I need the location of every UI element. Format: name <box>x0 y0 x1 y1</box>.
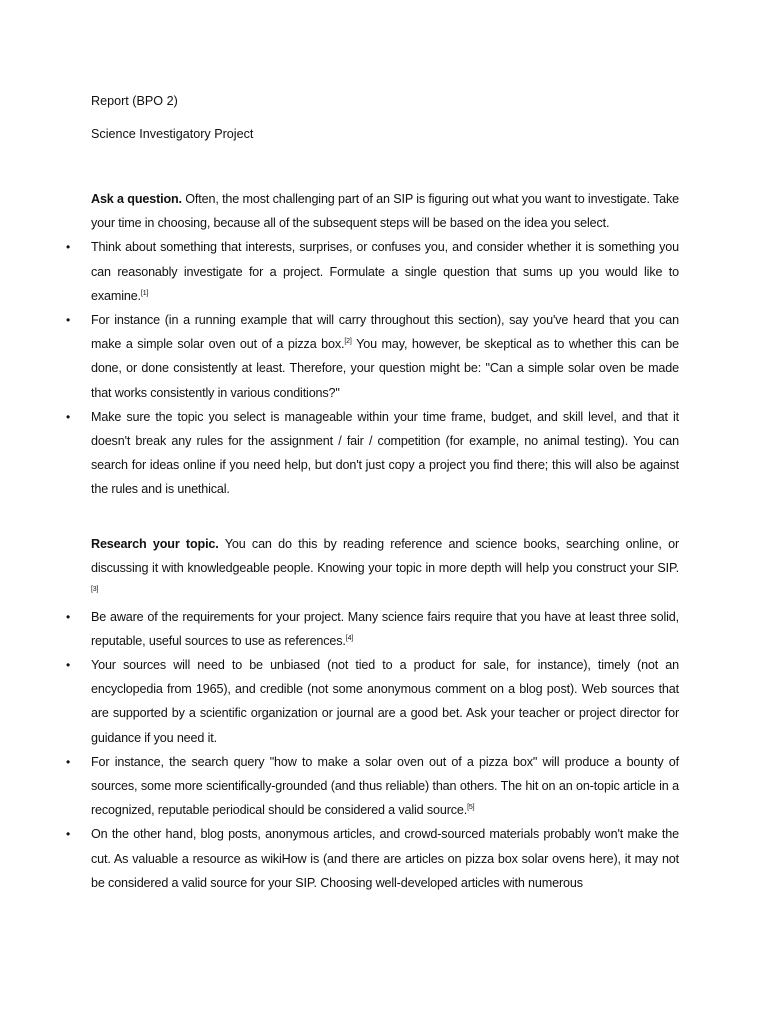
bullet-icon: • <box>66 240 71 255</box>
list-item <box>66 235 679 308</box>
section-intro <box>91 187 679 235</box>
bullet-icon: • <box>66 609 71 624</box>
list-item-text: Make sure the topic you select is manageable within your time frame, budget, and skill level, and that it doesn't break any rules for the assignment / fair / competition (for example, no animal testing). You can search for ideas online if you need help, but don't just copy a project you find there; this will also be against the rules and is unethical. <box>91 409 679 497</box>
list-item-text: Be aware of the requirements for your project. Many science fairs require that you have at least three solid, reputable, useful sources to use as references. <box>91 609 679 648</box>
list-item-text-after: You may, however, be skeptical as to whether this can be done, or done consistently at least. Therefore, your question might be: "Can a simple solar oven be made that works consistently in various conditions?" <box>91 337 680 400</box>
section-intro <box>91 532 679 605</box>
list-item-text: Your sources will need to be unbiased (not tied to a product for sale, for instance), timely (not an encyclopedia from 1965), and credible (not some anonymous comment on a blog post). Web sources that are supported by a scientific organization or journal are a good bet. Ask your teacher or project director for guidance if you need it. <box>91 658 679 745</box>
reference-link[interactable]: [4] <box>345 634 354 642</box>
reference-link[interactable]: [5] <box>467 804 475 812</box>
bullet-icon: • <box>66 658 71 673</box>
list-item-text: For instance (in a running example that will carry throughout this section), say you've heard that you can make a simple solar oven out of a pizza box. <box>91 313 679 352</box>
list-item <box>66 750 679 823</box>
document-subtitle: Science Investigatory Project <box>91 127 254 141</box>
list-item <box>66 405 679 502</box>
bullet-icon: • <box>66 754 71 769</box>
list-item <box>66 605 679 653</box>
bullet-icon: • <box>66 409 71 424</box>
list-item-text: On the other hand, blog posts, anonymous articles, and crowd-sourced materials probably won't make the cut. As valuable a resource as wikiHow is (and there are articles on pizza box solar ovens here), it may not be considered a valid source for your SIP. Choosing well-developed articles with numerous <box>91 827 679 890</box>
bullet-icon: • <box>66 313 71 328</box>
section-intro-text: You can do this by reading reference and science books, searching online, or discussing it with knowledgeable people. Knowing your topic in more depth will help you construct your SIP. <box>91 537 679 576</box>
list-item <box>66 308 680 405</box>
list-item <box>66 822 679 895</box>
bullet-list <box>66 605 679 895</box>
section-research-topic <box>66 532 679 895</box>
report-label: Report (BPO 2) <box>91 94 178 108</box>
bullet-icon: • <box>66 827 71 842</box>
section-ask-question <box>66 187 680 502</box>
section-intro-text: Often, the most challenging part of an SIP is figuring out what you want to investigate. Take your time in choosing, because all of the subsequent steps will be based on the idea you select. <box>91 192 680 231</box>
list-item-text: For instance, the search query "how to make a solar oven out of a pizza box" will produce a bounty of sources, some more scientifically-grounded (and thus reliable) than others. The hit on an on-topic article in a recognized, reputable periodical should be considered a valid source. <box>91 754 679 818</box>
section-lead: Ask a question. <box>91 192 182 206</box>
reference-link[interactable]: [1] <box>140 289 149 297</box>
reference-link[interactable]: [3] <box>91 586 99 594</box>
bullet-list <box>66 235 680 501</box>
list-item <box>66 653 679 750</box>
list-item-text: Think about something that interests, surprises, or confuses you, and consider whether it is something you can reasonably investigate for a project. Formulate a single question that sums up you would like to examine. <box>91 240 679 303</box>
section-lead: Research your topic. <box>91 537 219 551</box>
reference-link[interactable]: [2] <box>344 338 352 346</box>
